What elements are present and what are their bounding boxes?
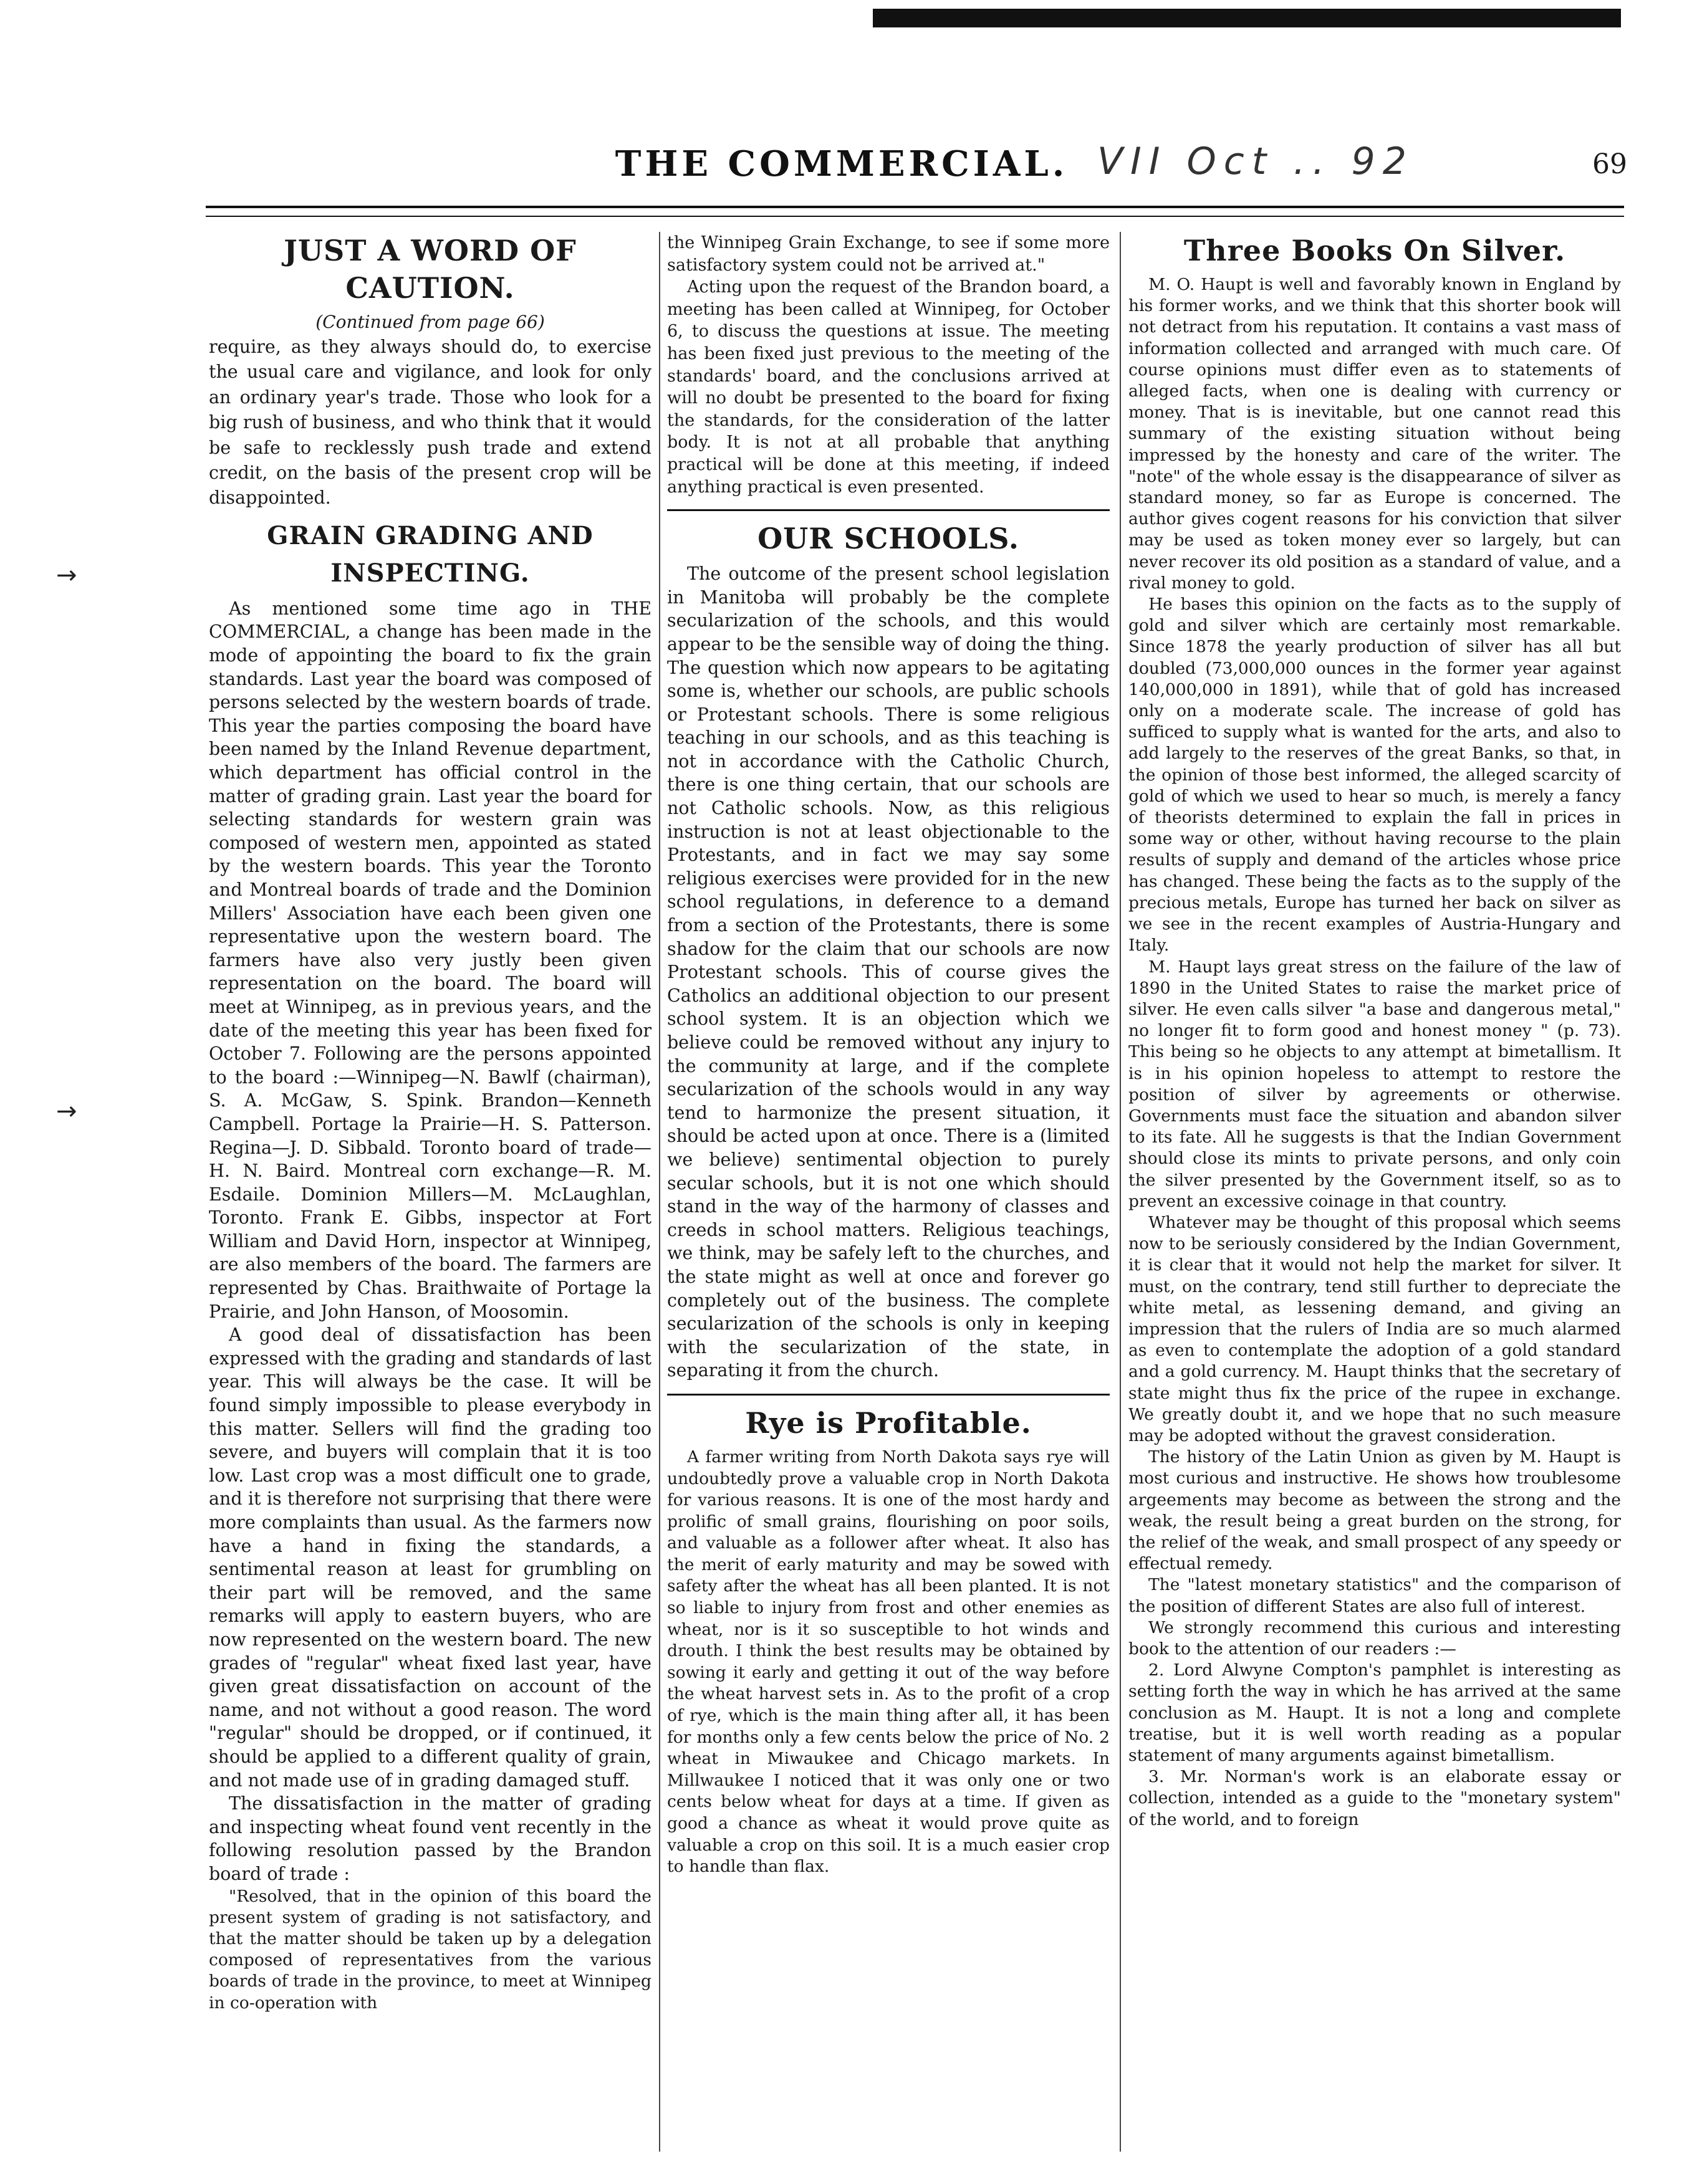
article-paragraph: M. Haupt lays great stress on the failure of the law of 1890 in the United States to raise the market price of silver. He even calls silver "a base and dangerous metal," no longer fit to form good and honest money " (p. 73). This being so he objects to any attempt at bimetallism. It is in his opinion hopeless to attempt to restore the position of silver by agreements or otherwise. Governments must face the situation and abandon silver to its fate. All he suggests is that the Indian Government should close its mints to private persons, and only coin the silver presented by the Government itself, so as to prevent an excessive coinage in that country. bbox=[1128, 957, 1621, 1211]
article-paragraph: 2. Lord Alwyne Compton's pamphlet is interesting as setting forth the way in which he has arrived at the same conclusion as M. Haupt. It is not a long and complete treatise, but it is well worth reading as a popular statement of many arguments against bimetallism. bbox=[1128, 1660, 1621, 1766]
article-paragraph: He bases this opinion on the facts as to the supply of gold and silver which are certainly most remarkable. Since 1878 the yearly production of silver has all but doubled (73,000,000 ounces in the former year against 140,000,000 in 1891), while that of gold has increased only on a moderate scale. The increase of gold has sufficed to supply what is wanted for the arts, and also to add largely to the reserves of the great Banks, so that, in the opinion of those best informed, the alleged scarcity of gold of which we used to hear so much, is merely a fancy of theorists determined to explain the fall in prices in some way or other, without having recourse to the plain results of supply and demand of the articles whose price has changed. These being the facts as to the supply of the precious metals, Europe has turned her back on silver as we see in the recent examples of Austria-Hungary and Italy. bbox=[1128, 595, 1621, 956]
article-paragraph: A farmer writing from North Dakota says rye will undoubtedly prove a valuable crop in North Dakota for various reasons. It is one of the most hardy and prolific of small grains, flourishing on poor soils, and valuable as a follower after wheat. It also has the merit of early maturity and may be sowed with safety after the wheat has all been planted. It is not so liable to injury from frost and other enemies as wheat, nor is it so susceptible to hot winds and drouth. I think the best results may be obtained by sowing it early and getting it out of the way before the wheat harvest sets in. As to the profit of a crop of rye, which is the main thing after all, it has been for months only a few cents below the price of No. 2 wheat in Miwaukee and Chicago markets. In Millwaukee I noticed that it was only one or two cents below wheat for days at a time. If given as good a chance as wheat it would prove quite as valuable a crop on this soil. It is a much easier crop to handle than flax. bbox=[667, 1447, 1110, 1877]
header-rule bbox=[206, 206, 1624, 217]
article-paragraph: The history of the Latin Union as given by M. Haupt is most curious and instructive. He shows how troublesome argeements may become as between the strong and the weak, the result being a great burden on the strong, for the relief of the weak, and small prospect of any speedy or effectual remedy. bbox=[1128, 1447, 1621, 1574]
margin-arrow-mark: → bbox=[56, 1097, 77, 1126]
column-divider bbox=[659, 232, 660, 2152]
article-title: Rye is Profitable. bbox=[667, 1394, 1110, 1442]
article-paragraph: The outcome of the present school legislation in Manitoba will probably be the complete secularization of the schools, and this would appear to be the sensible way of doing the thing. The question which now appears to be agitating some is, whether our schools, are public schools or Protestant schools. There is some religious teaching in our schools, and as this teaching is not in accordance with the Catholic Church, there is one thing certain, that our schools are not Catholic schools. Now, as this religious instruction is not at least objectionable to the Protestants, and in fact we may say some religious exercises were provided for in the new school regulations, in deference to a demand from a section of the Protestants, there is some shadow for the claim that our schools are now Protestant schools. This of course gives the Catholics an additional objection to our present school system. It is an objection which we believe could be removed without any injury to the community at large, and if the complete secularization of the schools would in any way tend to harmonize the present situation, it should be acted upon at once. There is a (limited we believe) sentimental objection to purely secular schools, but it is not one which should stand in the way of the harmony of classes and creeds in school matters. Religious teachings, we think, may be safely left to the churches, and the state might as well at once and forever go completely out of the business. The complete secularization of the schools is only in keeping with the secularization of the state, in separating it from the church. bbox=[667, 563, 1110, 1381]
article-paragraph: Whatever may be thought of this proposal which seems now to be seriously considered by the Indian Government, it is clear that it would not help the market for silver. It must, on the contrary, tend still further to depreciate the white metal, as lessening demand, and giving an impression that the rulers of India are so much alarmed as even to contemplate the adoption of a gold standard and a gold currency. M. Haupt thinks that the secretary of state might thus fix the price of the rupee in exchange. We greatly doubt it, and we hope that no such measure may be adopted without the gravest consideration. bbox=[1128, 1212, 1621, 1445]
margin-arrow-mark: → bbox=[56, 561, 77, 590]
article-paragraph: require, as they always should do, to exercise the usual care and vigilance, and look for only an ordinary year's trade. Those who look for a big rush of business, and who think that it would be safe to recklessly push trade and extend credit, on the basis of the present crop will be disappointed. bbox=[209, 337, 651, 509]
article-paragraph: The "latest monetary statistics" and the comparison of the position of different States are also full of interest. bbox=[1128, 1575, 1621, 1616]
article-paragraph: We strongly recommend this curious and interesting book to the attention of our readers :— bbox=[1128, 1617, 1621, 1659]
continued-note: (Continued from page 66) bbox=[315, 312, 545, 332]
article-paragraph: A good deal of dissatisfaction has been expressed with the grading and standards of last year. This will always be the case. It will be found simply impossible to please everybody in this matter. Sellers will find the grading too severe, and buyers will complain that it is too low. Last crop was a most difficult one to grade, and it is therefore not surprising that there were more complaints than usual. As the farmers now have a hand in fixing the standards, a sentimental reason at least for grumbling on their part will be removed, and the same remarks will apply to eastern buyers, who are now represented on the western board. The new grades of "regular" wheat fixed last year, have given great dissatisfaction on account of the name, and not without a good reason. The word "regular" should be dropped, or if continued, it should be applied to a different quality of grain, and not made use of in grading damaged stuff. bbox=[209, 1324, 651, 1791]
article-paragraph: 3. Mr. Norman's work is an elaborate essay or collection, intended as a guide to the "monetary system" of the world, and to foreign bbox=[1128, 1767, 1621, 1829]
article-title: Three Books On Silver. bbox=[1183, 234, 1566, 267]
masthead-title: THE COMMERCIAL. bbox=[615, 143, 1069, 184]
article-title: OUR SCHOOLS. bbox=[667, 509, 1110, 557]
column-1 bbox=[209, 232, 651, 2152]
column-divider bbox=[1120, 232, 1121, 2152]
page-header bbox=[0, 137, 1702, 193]
article-paragraph: M. O. Haupt is well and favorably known in England by his former works, and we think that this shorter book will not detract from his reputation. It contains a vast mass of information collected and arranged with much care. Of course opinions must differ even as to statements of alleged facts, when one is dealing with currency or money. That is is inevitable, but one cannot read this summary of the existing situation without being impressed by the honesty and care of the writer. The "note" of the whole essay is the disappearance of silver as standard money, so far as Europe is concerned. The author gives cogent reasons for his conviction that silver may be used as token money ever so largely, but can never recover its old position as a standard of value, and a rival money to gold. bbox=[1128, 275, 1621, 593]
article-title: GRAIN GRADING AND INSPECTING. bbox=[267, 520, 594, 588]
article-paragraph: Acting upon the request of the Brandon board, a meeting has been called at Winnipeg, for October 6, to discuss the questions at issue. The meeting has been fixed just previous to the meeting of the standards' board, and the conclusions arrived at will no doubt be presented to the board for fixing the standards, for the consideration of the latter body. It is not at all probable that anything practical will be done at this meeting, if indeed anything practical is even presented. bbox=[667, 277, 1110, 497]
article-paragraph: the Winnipeg Grain Exchange, to see if some more satisfactory system could not be arrived at." bbox=[667, 233, 1110, 275]
article-title: JUST A WORD OF CAUTION. bbox=[284, 234, 577, 305]
article-paragraph: As mentioned some time ago in THE COMMERCIAL, a change has been made in the mode of appointing the board to fix the grain standards. Last year the board was composed of persons selected by the western boards of trade. This year the parties composing the board have been named by the Inland Revenue department, which department has official control in the matter of grading grain. Last year the board for selecting standards for western grain was composed of western men, appointed as stated by the western boards. This year the Toronto and Montreal boards of trade and the Dominion Millers' Association have each been given one representative upon the western board. The farmers have also very justly been given representation on the board. The board will meet at Winnipeg, as in previous years, and the date of the meeting this year has been fixed for October 7. Following are the persons appointed to the board :—Winnipeg—N. Bawlf (chairman), S. A. McGaw, S. Spink. Brandon—Kenneth Campbell. Portage la Prairie—H. S. Patterson. Regina—J. D. Sibbald. Toronto board of trade—H. N. Baird. Montreal corn exchange—R. M. Esdaile. Dominion Millers—M. McLaughlan, Toronto. Frank E. Gibbs, inspector at Fort William and David Horn, inspector at Winnipeg, are also members of the board. The farmers are represented by Chas. Braithwaite of Portage la Prairie, and John Hanson, of Moosomin. bbox=[209, 598, 651, 1322]
article-paragraph: The dissatisfaction in the matter of grading and inspecting wheat found vent recently in the following resolution passed by the Brandon board of trade : bbox=[209, 1793, 651, 1884]
article-paragraph: "Resolved, that in the opinion of this board the present system of grading is not satisfactory, and that the matter should be taken up by a delegation composed of representatives from the various boards of trade in the province, to meet at Winnipeg in co-operation with bbox=[209, 1886, 651, 2013]
column-2 bbox=[667, 232, 1110, 2152]
handwritten-annotation: VII Oct .. 92 bbox=[1097, 140, 1414, 183]
column-3 bbox=[1128, 232, 1621, 2152]
top-edge-bar bbox=[873, 9, 1621, 27]
page-number: 69 bbox=[1592, 148, 1627, 180]
